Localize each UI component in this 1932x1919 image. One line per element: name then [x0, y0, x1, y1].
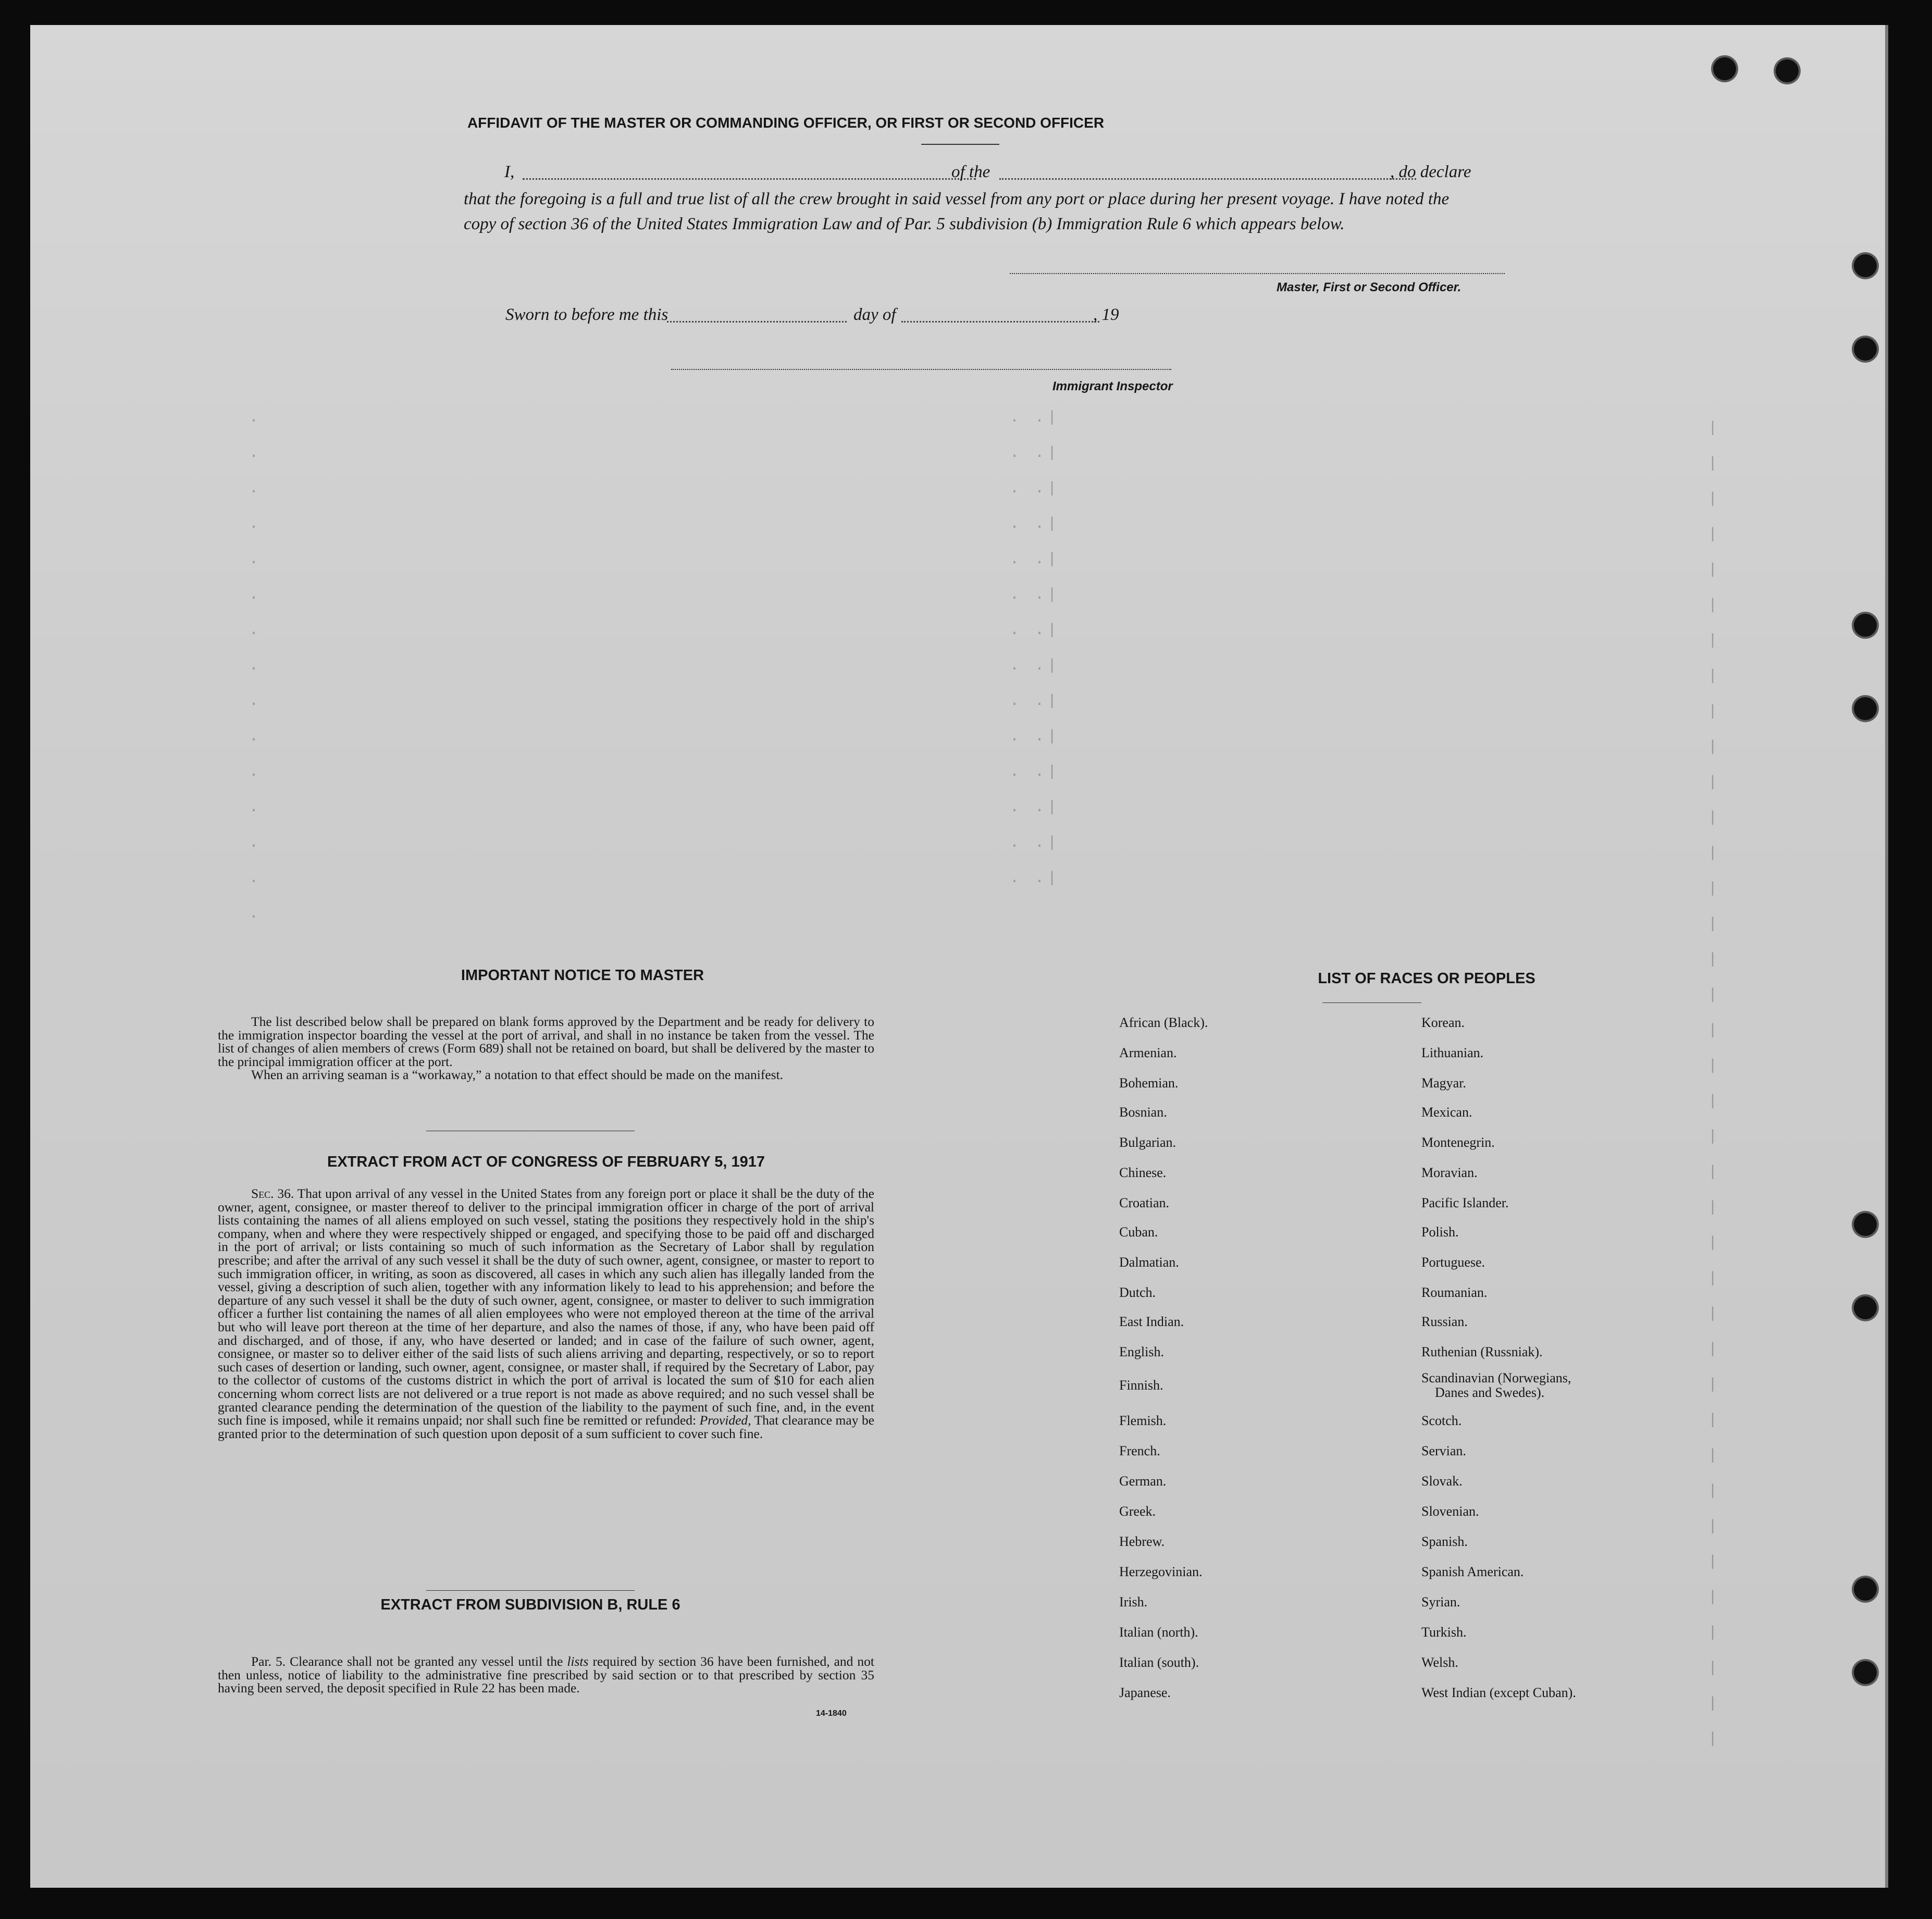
punch-hole [1854, 1296, 1877, 1319]
notice-paragraph-1: The list described below shall be prepared on blank forms approved by the Department and be ready for delivery to the immigration inspector boarding the vessel at the port of arrival, and shall in no instance be taken from the vessel. The list of changes of alien members of crews (Form 689) shall not be retained on board, but shall be delivered by the master to the principal immigration officer at the port. [218, 1014, 874, 1069]
race-item: Slovak. [1421, 1474, 1463, 1489]
race-item: Danes and Swedes). [1435, 1385, 1545, 1400]
race-item: Bulgarian. [1119, 1135, 1176, 1150]
race-item: African (Black). [1119, 1015, 1208, 1030]
affidavit-heading: AFFIDAVIT OF THE MASTER OR COMMANDING OFFICER, OR FIRST OR SECOND OFFICER [467, 115, 1105, 131]
race-item: Spanish American. [1421, 1564, 1524, 1579]
race-item: English. [1119, 1344, 1164, 1359]
race-item: Dutch. [1119, 1285, 1156, 1300]
divider [426, 1590, 635, 1591]
punch-hole [1854, 1578, 1877, 1601]
race-item: East Indian. [1119, 1314, 1184, 1329]
race-item: Ruthenian (Russniak). [1421, 1344, 1543, 1359]
race-item: Bosnian. [1119, 1105, 1167, 1120]
document-sheet [30, 25, 1888, 1888]
signature-caption: Master, First or Second Officer. [1277, 280, 1462, 294]
race-item: Chinese. [1119, 1165, 1167, 1180]
race-item: Flemish. [1119, 1413, 1167, 1428]
race-item: Armenian. [1119, 1045, 1177, 1060]
race-item: German. [1119, 1474, 1167, 1489]
punch-hole [1854, 254, 1877, 277]
race-item: Spanish. [1421, 1534, 1468, 1549]
race-item: French. [1119, 1443, 1160, 1458]
race-item: Magyar. [1421, 1075, 1466, 1091]
name-line [523, 178, 976, 180]
race-item: Japanese. [1119, 1685, 1171, 1700]
sworn-label: Sworn to before me this [505, 305, 668, 324]
day-of-label: day of [853, 305, 896, 324]
race-item: Irish. [1119, 1594, 1148, 1610]
punch-hole [1854, 1661, 1877, 1684]
inspector-caption: Immigrant Inspector [1052, 379, 1173, 393]
race-item: Korean. [1421, 1015, 1465, 1030]
bleed-through-text: | | | | | | | | | | | | | | | | | | | | | | | | | | | | | | | | | | | | | | [1708, 419, 1721, 1748]
race-item: Italian (north). [1119, 1625, 1198, 1640]
extract-act-heading: EXTRACT FROM ACT OF CONGRESS OF FEBRUARY 5, 1917 [327, 1154, 765, 1170]
declaration-line-2: copy of section 36 of the United States Immigration Law and of Par. 5 subdivision (b) Immigration Rule 6 which appears below. [464, 215, 1345, 233]
notice-heading: IMPORTANT NOTICE TO MASTER [461, 967, 704, 984]
race-item: Welsh. [1421, 1655, 1458, 1670]
race-item: Finnish. [1119, 1378, 1163, 1393]
punch-hole [1713, 57, 1736, 80]
race-item: Montenegrin. [1421, 1135, 1495, 1150]
race-item: Hebrew. [1119, 1534, 1165, 1549]
race-item: Moravian. [1421, 1165, 1478, 1180]
race-item: Polish. [1421, 1224, 1459, 1240]
race-item: Scotch. [1421, 1413, 1462, 1428]
do-declare-label: , do declare [1390, 163, 1471, 181]
section-label: Sec. 36. [251, 1186, 294, 1201]
extract-rule-heading: EXTRACT FROM SUBDIVISION B, RULE 6 [380, 1596, 680, 1613]
extract-rule-text [218, 1655, 874, 1695]
race-item: Dalmatian. [1119, 1255, 1179, 1270]
section-body: That upon arrival of any vessel in the United States from any foreign port or place it shall be the duty of the owner, agent, consignee, or master thereof to deliver to the principal immigration officer in charge of the port of arrival lists containing the names of all aliens employed on such vessel, stating the positions they respectively hold in the ship's company, when and where they were respectively shipped or engaged, and specifying those to be paid off and discharged in the port of arrival; or lists containing so much of such information as the Secretary of Labor shall by regulation prescribe; and after the arrival of any such vessel it shall be the duty of such owner, agent, consignee, or master to report to such immigration officer, in writing, as soon as discovered, all cases in which any such alien has illegally landed from the vessel, giving a description of such alien, together with any information likely to lead to his apprehension; and before the departure of any such vessel it shall be the duty of such owner, agent, consignee, or master to deliver to such immigration officer a further list containing the names of all alien employees who were not employed thereon at the time of the arrival but who will leave port thereon at the time of her departure, and also the names of those, if any, who have been paid off and discharged, and of those, if any, who have deserted or landed; and in case of the failure of such owner, agent, consignee, or master so to deliver either of the said lists of such aliens arriving and departing, respectively, or so to report such cases of desertion or landing, such owner, agent, consignee, or master shall, if required by the Secretary of Labor, pay to the collector of customs of the customs district in which the port of arrival is located the sum of $10 for each alien concerning whom correct lists are not delivered or a true report is not made as above required; and no such vessel shall be granted clearance pending the determination of the question of the liability to the payment of such fine, and, in the event such fine is imposed, while it remains unpaid; nor shall such fine be remitted or refunded: [218, 1186, 875, 1428]
race-item: Slovenian. [1421, 1504, 1479, 1519]
race-item: Bohemian. [1119, 1075, 1179, 1091]
sworn-month-line [901, 321, 1099, 323]
section-body-end: That clearance may be granted prior to the determination of such question upon deposit of a sum sufficient to cover such fine. [218, 1413, 875, 1441]
i-label: I, [504, 163, 515, 181]
race-item: Lithuanian. [1421, 1045, 1484, 1060]
notice-text [218, 1015, 874, 1082]
inspector-line [671, 369, 1171, 370]
race-item: Italian (south). [1119, 1655, 1199, 1670]
divider [1322, 1002, 1421, 1003]
races-heading: LIST OF RACES OR PEOPLES [1318, 970, 1535, 987]
races-left-column [1119, 25, 1208, 1700]
form-number: 14-1840 [816, 1709, 847, 1718]
divider [921, 144, 999, 145]
rule-text-start: Par. 5. Clearance shall not be granted any vessel until the [251, 1654, 563, 1669]
race-item: Russian. [1421, 1314, 1468, 1329]
race-item: Croatian. [1119, 1195, 1170, 1210]
race-item: Portuguese. [1421, 1255, 1485, 1270]
bleed-through-text: . .| . .| . .| . .| . .| . .| . .| . .| . .| . .| . .| . .| . .| . .| [1010, 409, 1060, 887]
race-item: West Indian (except Cuban). [1421, 1685, 1576, 1700]
extract-act-paragraph [218, 1187, 874, 1440]
punch-hole [1854, 338, 1877, 361]
race-item: Servian. [1421, 1443, 1466, 1458]
provided-word: Provided, [699, 1413, 751, 1428]
race-item: Greek. [1119, 1504, 1156, 1519]
race-item: Cuban. [1119, 1224, 1158, 1240]
punch-hole [1776, 59, 1799, 82]
race-item: Syrian. [1421, 1594, 1460, 1610]
of-the-label: of the [951, 163, 990, 181]
lists-word: lists [567, 1654, 589, 1669]
race-item: Mexican. [1421, 1105, 1472, 1120]
notice-paragraph-2: When an arriving seaman is a “workaway,” a notation to that effect should be made on the manifest. [251, 1067, 784, 1083]
bleed-through-text: . . . . . . . . . . . . . . . [249, 409, 262, 923]
rule-text-end: required by section 36 have been furnished, and not then unless, notice of liability to the administrative fine prescribed by said section or to that prescribed by section 35 having been served, the deposit specified in Rule 22 has been made. [218, 1654, 874, 1696]
extract-rule-paragraph [218, 1655, 874, 1695]
extract-act-text [218, 1187, 874, 1440]
declaration-line-1: that the foregoing is a full and true list of all the crew brought in said vessel from any port or place during her present voyage. I have noted the [464, 190, 1450, 208]
signature-line [1010, 273, 1505, 274]
race-item: Herzegovinian. [1119, 1564, 1203, 1579]
punch-hole [1854, 697, 1877, 720]
sworn-day-line [667, 321, 847, 323]
vessel-line [999, 178, 1416, 180]
race-item: Roumanian. [1421, 1285, 1488, 1300]
year-label: , 19 [1093, 305, 1119, 324]
punch-hole [1854, 1213, 1877, 1236]
race-item: Pacific Islander. [1421, 1195, 1509, 1210]
race-item: Turkish. [1421, 1625, 1467, 1640]
punch-hole [1854, 614, 1877, 637]
race-item: Scandinavian (Norwegians, [1421, 1370, 1571, 1385]
